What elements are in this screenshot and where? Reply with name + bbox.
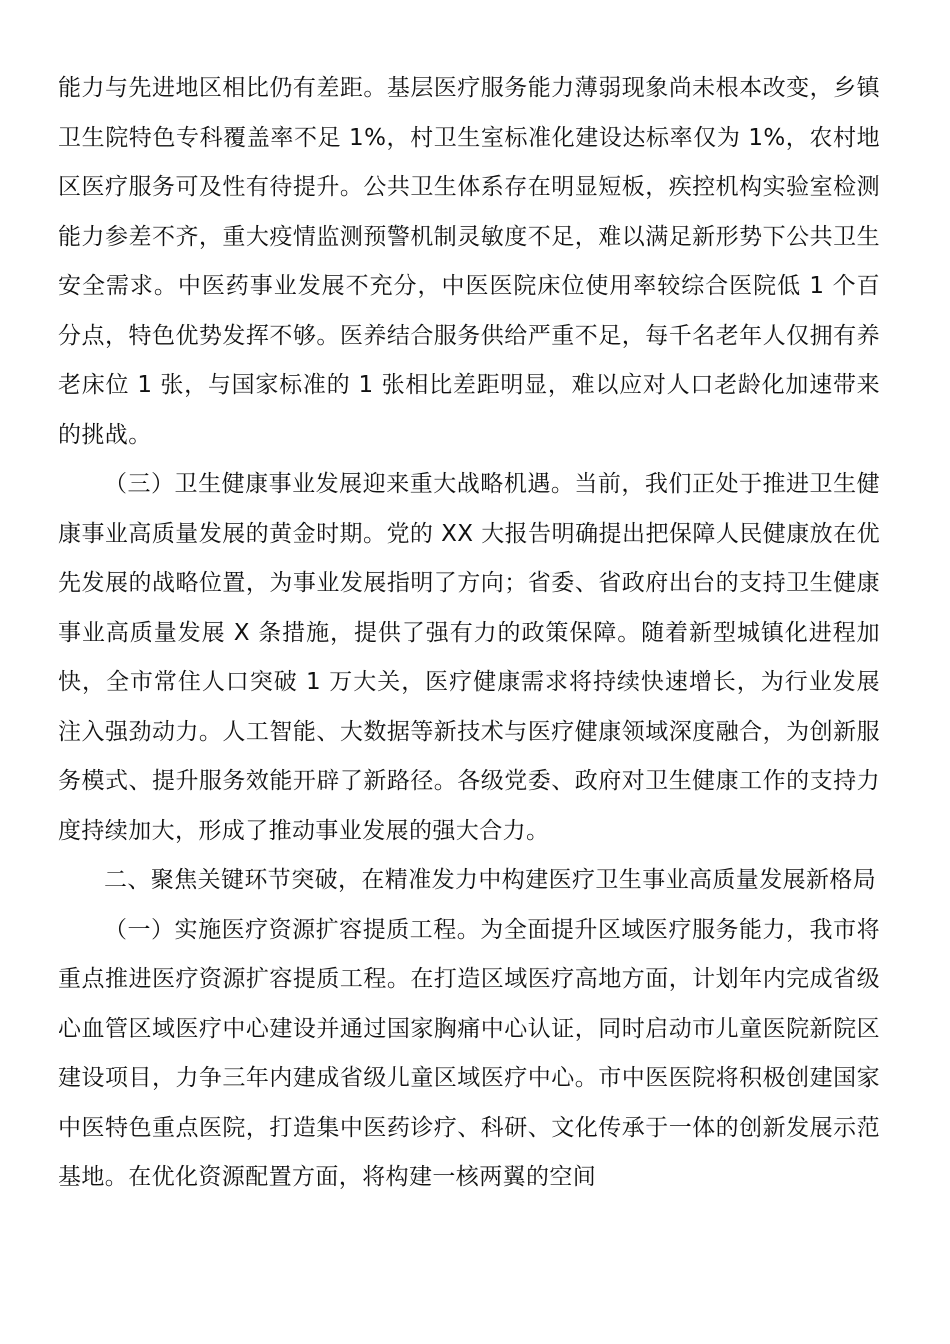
paragraph-subsection-one: （一）实施医疗资源扩容提质工程。为全面提升区域医疗服务能力，我市将重点推进医疗资源扩容提质工程。在打造区域医疗高地方面，计划年内完成省级心血管区域医疗中心建设并通过国家胸痛中心认证，同时启动市儿童医院新院区建设项目，力争三年内建成省级儿童区域医疗中心。市中医医院将积极创建国家中医特色重点医院，打造集中医药诊疗、科研、文化传承于一体的创新发展示范基地。在优化资源配置方面，将构建一核两翼的空间: [58, 916, 880, 1190]
paragraph-section-three: （三）卫生健康事业发展迎来重大战略机遇。当前，我们正处于推进卫生健康事业高质量发展的黄金时期。党的 XX 大报告明确提出把保障人民健康放在优先发展的战略位置，为事业发展指明了方向；省委、省政府出台的支持卫生健康事业高质量发展 X 条措施，提供了强有力的政策保障。随着新型城镇化进程加快，全市常住人口突破 1 万大关，医疗健康需求将持续快速增长，为行业发展注入强劲动力。人工智能、大数据等新技术与医疗健康领域深度融合，为创新服务模式、提升服务效能开辟了新路径。各级党委、政府对卫生健康工作的支持力度持续加大，形成了推动事业发展的强大合力。: [58, 471, 880, 844]
paragraph-continuation: 能力与先进地区相比仍有差距。基层医疗服务能力薄弱现象尚未根本改变，乡镇卫生院特色专科覆盖率不足 1%，村卫生室标准化建设达标率仅为 1%，农村地区医疗服务可及性有待提升。公共卫生体系存在明显短板，疾控机构实验室检测能力参差不齐，重大疫情监测预警机制灵敏度不足，难以满足新形势下公共卫生安全需求。中医药事业发展不充分，中医医院床位使用率较综合医院低 1 个百分点，特色优势发挥不够。医养结合服务供给严重不足，每千名老年人仅拥有养老床位 1 张，与国家标准的 1 张相比差距明显，难以应对人口老龄化加速带来的挑战。: [58, 75, 880, 448]
document-body: [58, 64, 880, 1203]
section-heading-two: 二、聚焦关键环节突破，在精准发力中构建医疗卫生事业高质量发展新格局: [104, 867, 877, 893]
